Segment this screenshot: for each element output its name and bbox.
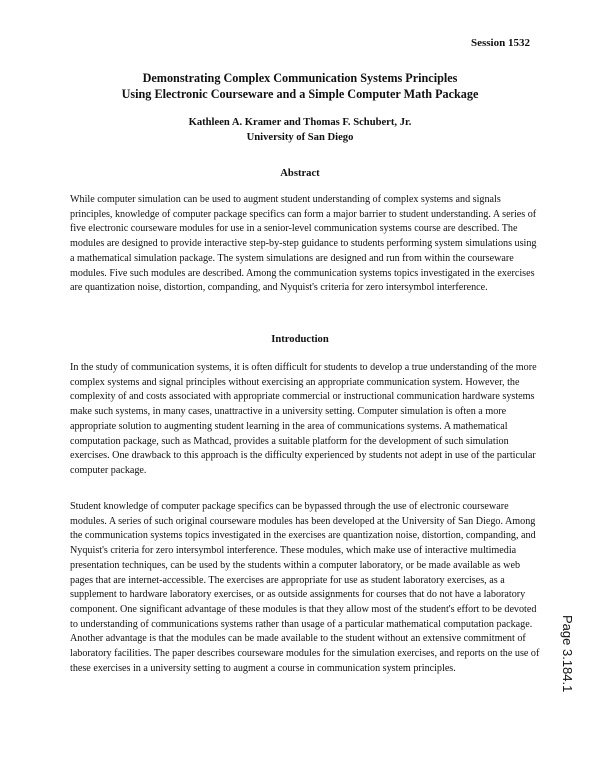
title-line-2: Using Electronic Courseware and a Simple Computer Math Package <box>121 87 479 101</box>
introduction-paragraph-2: Student knowledge of computer package specifics can be bypassed through the use of electronic courseware modules. A series of such original courseware modules has been developed at the University of San Diego. Among the communication systems topics investigated in the exercises are quantization noise, distortion, companding, and Nyquist's criteria for zero intersymbol interference. These modules, which make use of interactive multimedia presentation techniques, can be used by the students within a computer laboratory, or be made available as web pages that are internet-accessible. The exercises are appropriate for use as student laboratory exercises, as a supplement to hardware laboratory exercises, or as outside assignments for courses that do not have a laboratory component. One significant advantage of these modules is that they allow most of the student's effort to be devoted to understanding of communications systems rather than usage of a particular mathematical computation package. Another advantage is that the modules can be made available to the student without an extensive commitment of laboratory facilities. The paper describes courseware modules for the simulation exercises, and reports on the use of these exercises in a university setting to augment a course in communication system principles. <box>70 501 540 674</box>
author-names: Kathleen A. Kramer and Thomas F. Schubert, Jr. <box>188 117 412 128</box>
abstract-heading: Abstract <box>280 168 320 179</box>
introduction-paragraph-1: In the study of communication systems, it is often difficult for students to develop a true understanding of the more complex systems and signal principles without exercising an appropriate communication system. However, the complexity of and costs associated with appropriate commercial or instructional communication hardware systems make such systems, in many cases, unattractive in a university setting. Computer simulation is often a more appropriate solution to augmenting student learning in the area of communications systems. A mathematical computation package, such as Mathcad, provides a suitable platform for the development of such simulation exercises. One drawback to this approach is the difficulty experienced by students not adept in use of the particular computer package. <box>70 362 537 476</box>
author-block <box>0 115 600 145</box>
title-line-1: Demonstrating Complex Communication Systems Principles <box>142 71 458 85</box>
introduction-heading: Introduction <box>271 334 329 345</box>
abstract-text: While computer simulation can be used to augment student understanding of complex systems and signals principles, knowledge of computer package specifics can form a major barrier to student understanding. A series of five electronic courseware modules for use in a senior-level communication systems course are described. The modules are designed to provide interactive step-by-step guidance to students performing system simulations using a mathematical simulation package. The system simulations are designed and run from within the courseware modules. Five such modules are described. Among the communication systems topics investigated in the exercises are quantization noise, distortion, companding, and Nyquist's criteria for zero intersymbol interference. <box>70 194 537 294</box>
paper-title <box>0 70 600 102</box>
page-number: Page 3.184.1 <box>560 615 575 693</box>
author-affiliation: University of San Diego <box>246 132 354 143</box>
session-number: Session 1532 <box>471 37 530 49</box>
